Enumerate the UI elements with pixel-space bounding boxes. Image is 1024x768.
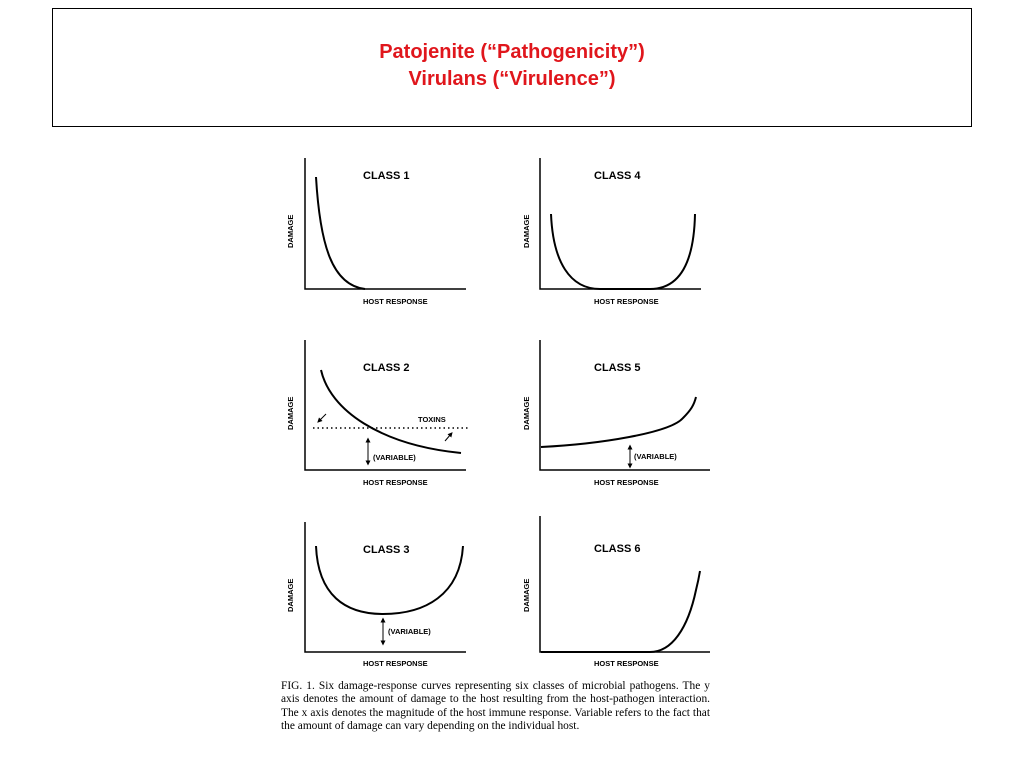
y-axis-label: DAMAGE [286,578,295,612]
class-label: CLASS 4 [594,170,641,182]
axes [540,340,710,470]
class-label: CLASS 2 [363,362,410,374]
class-label: CLASS 1 [363,170,410,182]
damage-curve [541,571,700,652]
panel-class-5 [522,340,710,487]
x-axis-label: HOST RESPONSE [363,297,428,306]
left-arrow-icon [319,414,326,421]
panel-class-4 [522,158,701,306]
class-label: CLASS 3 [363,544,410,556]
slide-title-line-2: Virulans (“Virulence”) [408,67,616,90]
x-axis-label: HOST RESPONSE [363,478,428,487]
slide-title-line-1: Patojenite (“Pathogenicity”) [379,40,645,63]
right-arrow-icon [445,434,451,441]
axes [540,516,710,652]
figure-caption: FIG. 1. Six damage-response curves representing six classes of microbial pathogens. The y axis denotes the amount of damage to the host resulting from the host-pathogen interaction. The x axis denotes the magnitude of the host immune response. Variable refers to the fact that the amount of damage can vary depending on the individual host. [281,680,710,733]
panel-class-6 [522,516,710,668]
variable-label: (VARIABLE) [388,627,431,636]
axes [305,522,466,652]
damage-curve [316,546,463,614]
y-axis-label: DAMAGE [522,396,531,430]
damage-curve [316,177,365,289]
x-axis-label: HOST RESPONSE [594,297,659,306]
variable-label: (VARIABLE) [373,453,416,462]
x-axis-label: HOST RESPONSE [363,659,428,668]
toxins-label: TOXINS [418,415,446,424]
class-label: CLASS 5 [594,362,641,374]
panel-class-3 [286,522,466,668]
x-axis-label: HOST RESPONSE [594,659,659,668]
damage-curve [551,214,695,289]
panel-class-2 [286,340,468,487]
damage-curve [541,397,696,447]
panel-class-1 [286,158,466,306]
class-label: CLASS 6 [594,543,641,555]
y-axis-label: DAMAGE [522,578,531,612]
y-axis-label: DAMAGE [522,214,531,248]
damage-curve [321,370,461,453]
variable-label: (VARIABLE) [634,452,677,461]
y-axis-label: DAMAGE [286,396,295,430]
y-axis-label: DAMAGE [286,214,295,248]
x-axis-label: HOST RESPONSE [594,478,659,487]
